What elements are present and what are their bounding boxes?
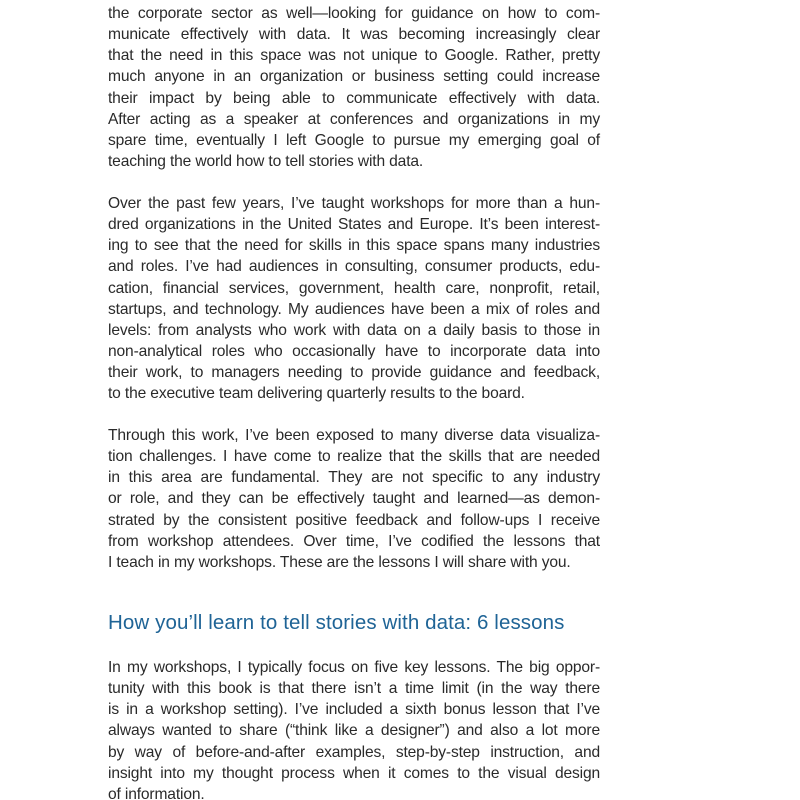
text-line: spare time, eventually I left Google to pursue my emerging goal of <box>108 131 600 149</box>
paragraph-workshops <box>108 193 600 404</box>
section-heading: How you’ll learn to tell stories with data: 6 lessons <box>108 611 565 634</box>
text-line: Through this work, I’ve been exposed to many diverse data visualiza- <box>108 427 600 444</box>
text-line: After acting as a speaker at conferences and organizations in my <box>108 110 600 128</box>
text-line: ing to see that the need for skills in this space spans many industries <box>108 237 600 255</box>
paragraph-challenges <box>108 425 600 573</box>
text-line: their work, to managers needing to provide guidance and feedback, <box>108 364 600 382</box>
paragraph-lessons <box>108 657 600 800</box>
text-line: by way of before-and-after examples, step-by-step instruction, and <box>108 743 600 761</box>
text-line: tion challenges. I have come to realize that the skills that are needed <box>108 448 600 466</box>
text-line: always wanted to share (“think like a designer”) and also a lot more <box>108 722 600 740</box>
text-line: non-analytical roles who occasionally have to incorporate data into <box>108 342 600 360</box>
text-line: Over the past few years, I’ve taught workshops for more than a hun- <box>108 195 600 212</box>
text-line: tunity with this book is that there isn’t a time limit (in the way there <box>108 680 600 698</box>
text-line: I teach in my workshops. These are the lessons I will share with you. <box>108 553 571 571</box>
text-line: from workshop attendees. Over time, I’ve codified the lessons that <box>108 532 600 550</box>
text-line: to the executive team delivering quarterly results to the board. <box>108 385 525 403</box>
text-line: dred organizations in the United States and Europe. It’s been interest- <box>108 216 600 234</box>
text-line: strated by the consistent positive feedback and follow-ups I receive <box>108 511 600 529</box>
text-line: or role, and they can be effectively taught and learned—as demon- <box>108 490 600 508</box>
text-line: and roles. I’ve had audiences in consulting, consumer products, edu- <box>108 258 600 276</box>
text-line: that the need in this space was not unique to Google. Rather, pretty <box>108 47 600 65</box>
text-line: much anyone in an organization or business setting could increase <box>108 68 600 86</box>
text-line: the corporate sector as well—looking for guidance on how to com- <box>108 5 600 22</box>
text-line: startups, and technology. My audiences have been a mix of roles and <box>108 300 600 318</box>
text-line: is in a workshop setting). I’ve included a sixth bonus lesson that I’ve <box>108 701 600 719</box>
text-line: levels: from analysts who work with data on a daily basis to those in <box>108 321 600 339</box>
text-line: cation, financial services, government, health care, nonprofit, retail, <box>108 279 600 297</box>
text-line: insight into my thought process when it comes to the visual design <box>108 764 600 782</box>
text-line: municate effectively with data. It was becoming increasingly clear <box>108 26 600 44</box>
paragraph-career-background <box>108 3 600 172</box>
text-line: in this area are fundamental. They are not specific to any industry <box>108 469 600 487</box>
text-line: their impact by being able to communicate effectively with data. <box>108 89 600 107</box>
text-line: teaching the world how to tell stories with data. <box>108 152 424 170</box>
text-line: of information. <box>108 785 205 800</box>
text-line: In my workshops, I typically focus on five key lessons. The big oppor- <box>108 659 600 676</box>
